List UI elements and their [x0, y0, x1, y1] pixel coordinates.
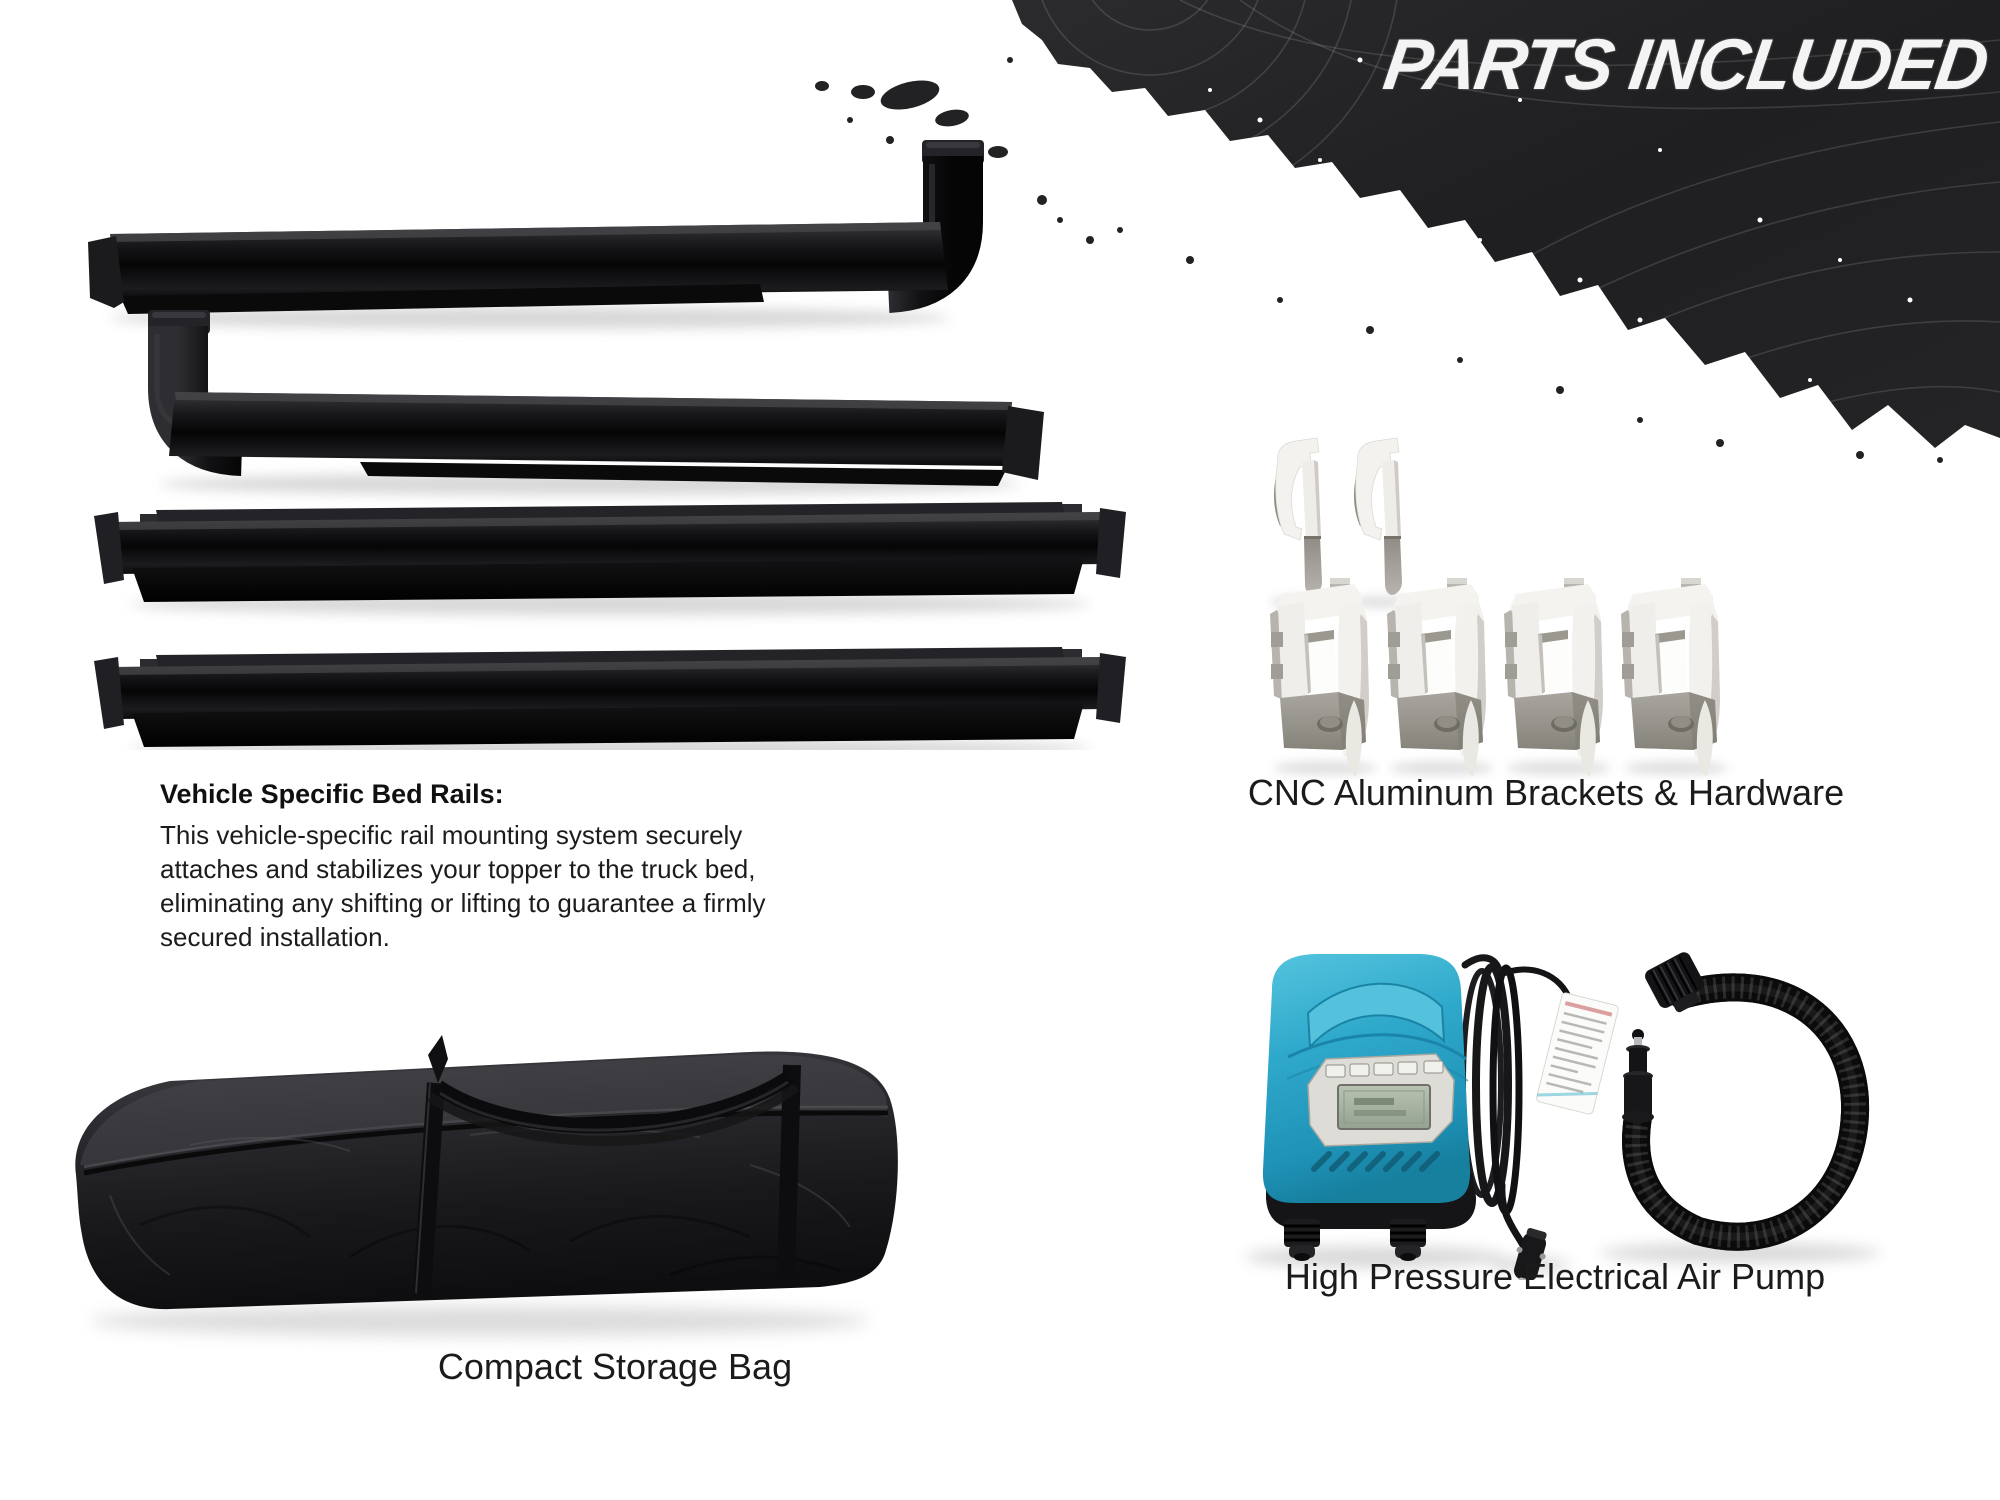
pump-hose [1622, 950, 1855, 1237]
pump-body [1263, 954, 1476, 1261]
hose-nozzle-fitting [1643, 950, 1712, 1019]
brackets-caption: CNC Aluminum Brackets & Hardware [1247, 772, 1845, 813]
bed-rails-description [160, 818, 766, 954]
hose-valve-fitting [1622, 1029, 1654, 1123]
bed-rail-front-left [148, 310, 1044, 486]
clamp-bracket-3 [1504, 578, 1603, 776]
clamp-bracket-1 [1270, 578, 1369, 776]
aluminum-brackets-illustration [1240, 420, 1840, 780]
bed-rail-side [94, 502, 1126, 602]
bed-rails-line-2: attaches and stabilizes your topper to the truck bed, [160, 854, 756, 884]
bed-rails-line-3: eliminating any shifting or lifting to guarantee a firmly [160, 888, 766, 918]
page-title: PARTS INCLUDED [1379, 25, 1992, 105]
pump-instruction-tag [1536, 992, 1619, 1115]
pump-power-cord [1463, 958, 1570, 1255]
storage-bag-caption: Compact Storage Bag [437, 1346, 793, 1387]
hook-bracket-2 [1354, 438, 1402, 595]
storage-bag-illustration [50, 1025, 930, 1355]
air-pump-illustration [1230, 935, 1890, 1280]
bed-rails-line-4: secured installation. [160, 922, 390, 952]
bed-rails-heading: Vehicle Specific Bed Rails: [160, 779, 504, 809]
air-pump-caption: High Pressure Electrical Air Pump [1284, 1256, 1826, 1297]
bed-rail-front-right [88, 140, 984, 314]
bag-shadow [90, 1306, 870, 1336]
clamp-bracket-4 [1621, 578, 1720, 776]
hook-bracket-1 [1274, 438, 1322, 595]
pump-control-panel [1308, 1054, 1454, 1146]
bed-rails-line-1: This vehicle-specific rail mounting system securely [160, 820, 743, 850]
clamp-bracket-2 [1387, 578, 1486, 776]
bed-rails-illustration [60, 130, 1160, 750]
pump-lcd-display [1338, 1085, 1430, 1129]
